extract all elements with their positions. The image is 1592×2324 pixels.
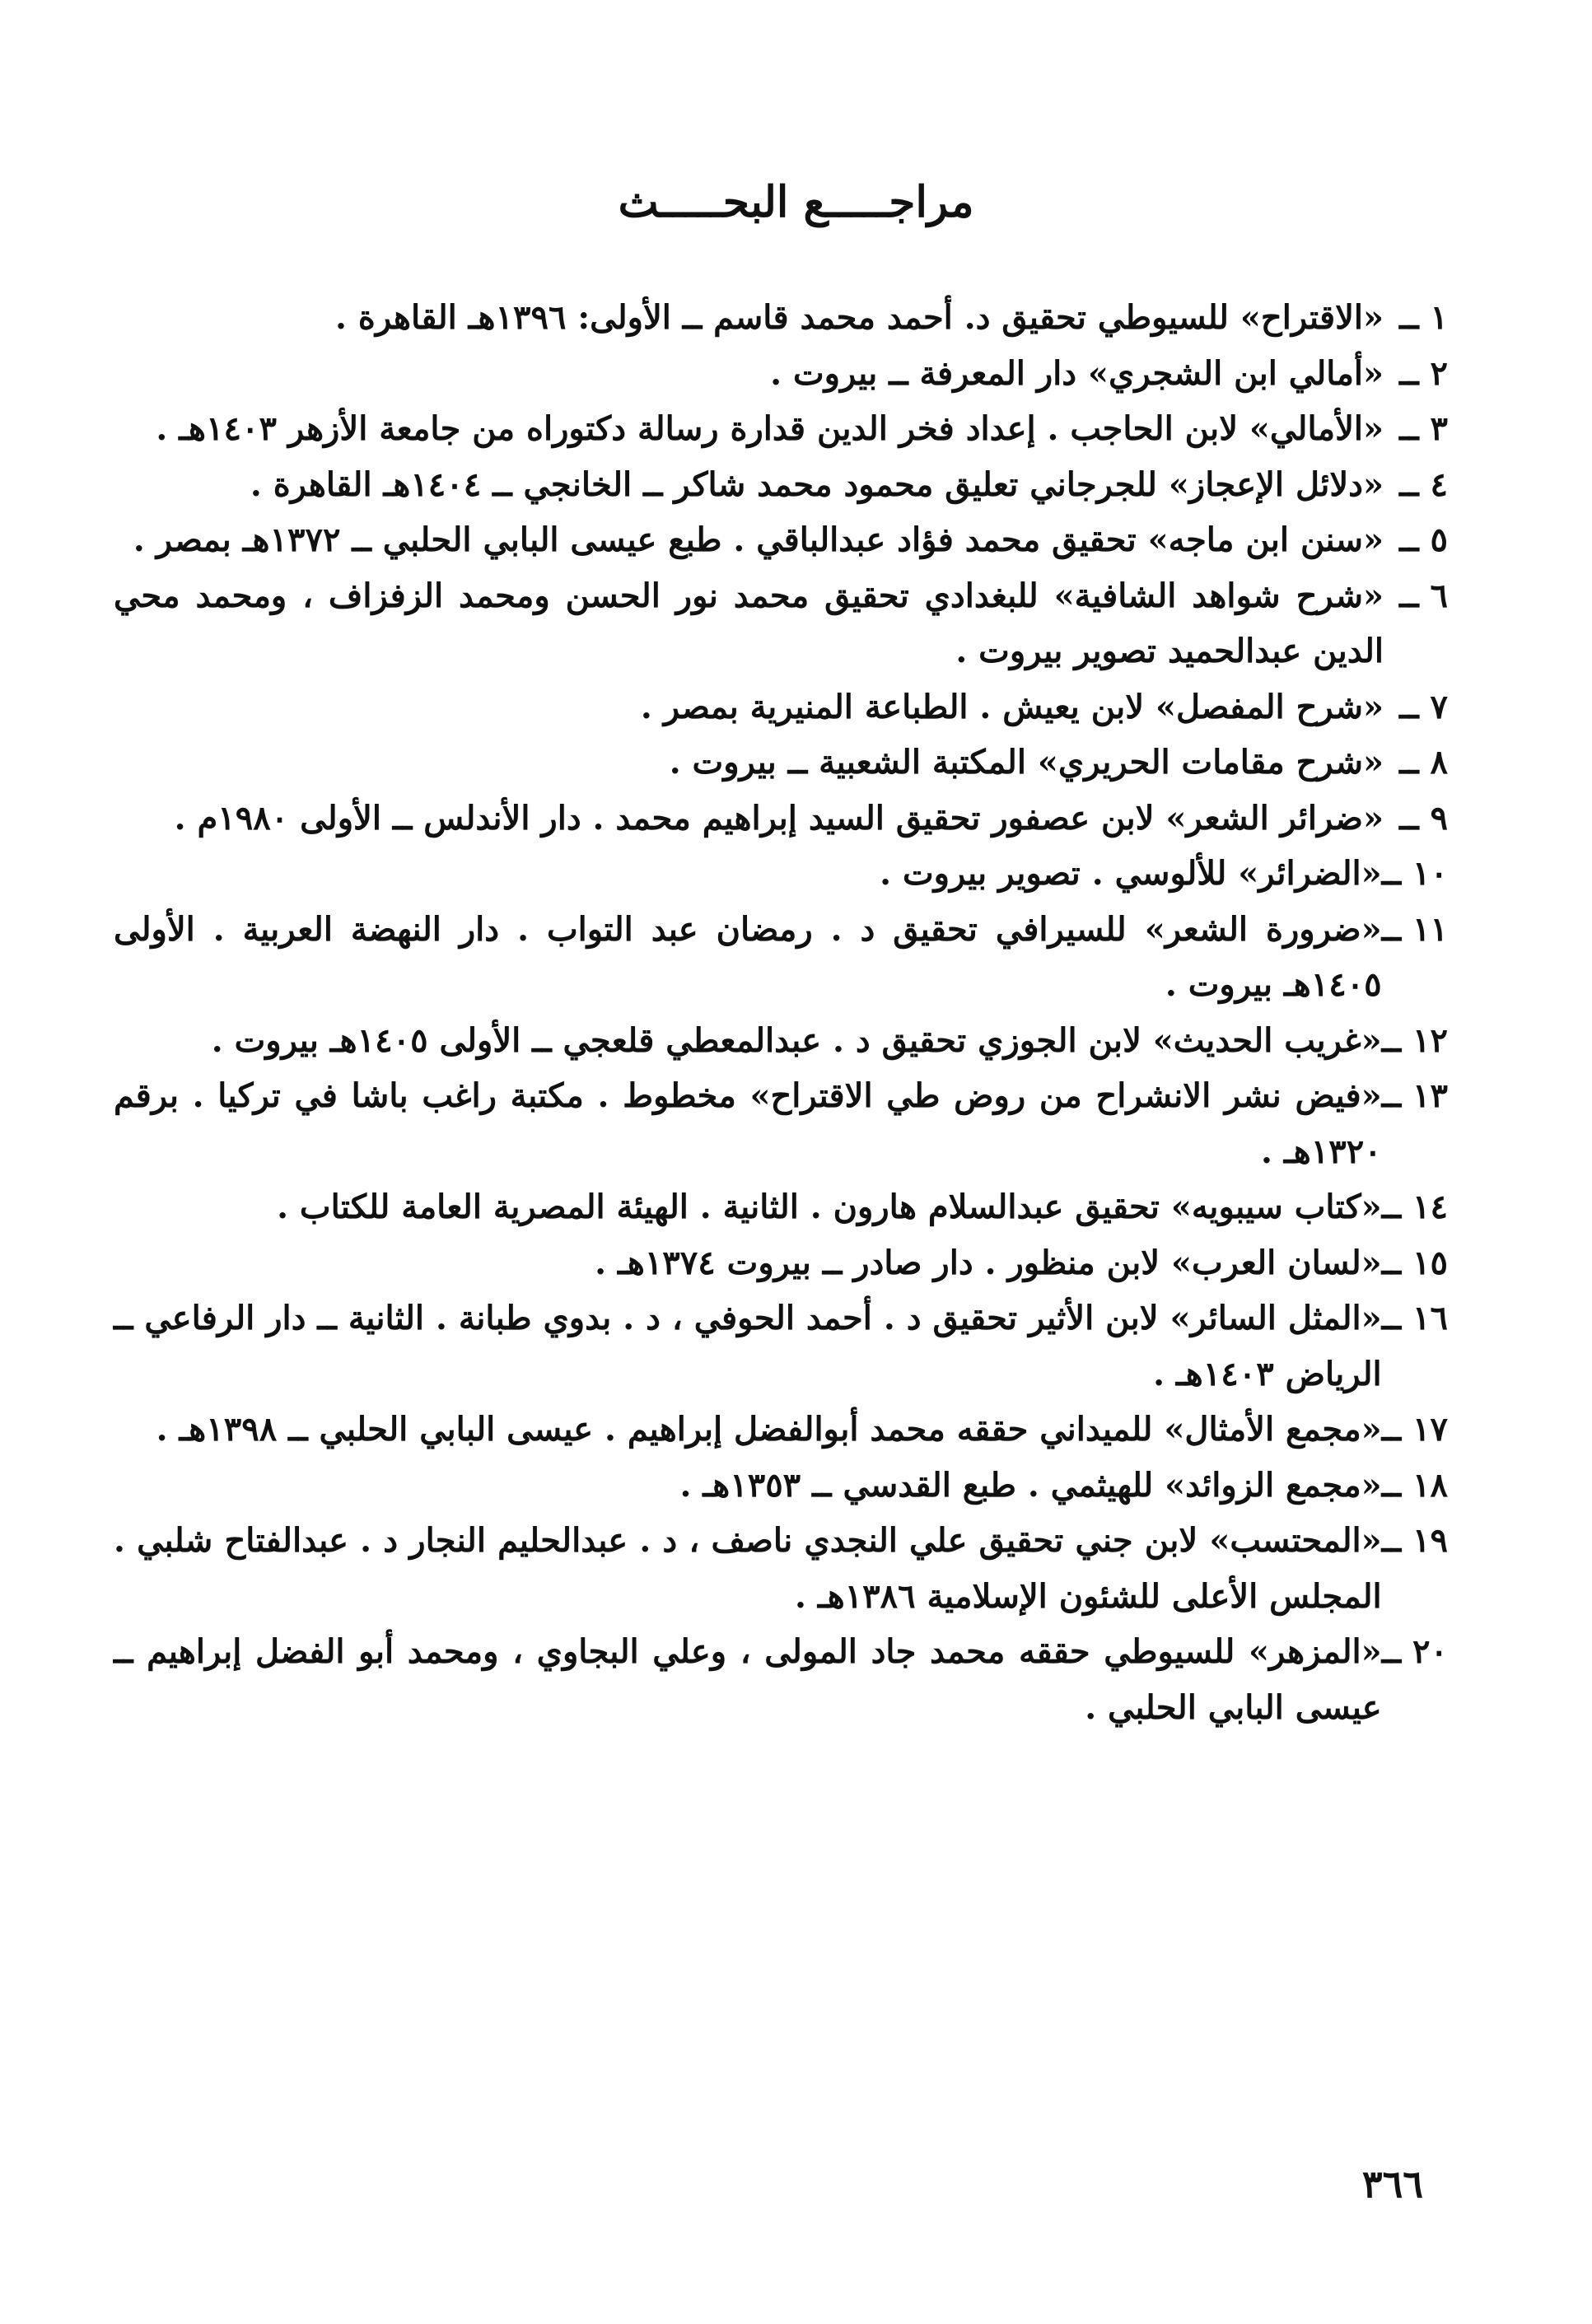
reference-number: ١ ــ — [1399, 298, 1448, 337]
reference-number: ٢٠ ــ — [1381, 1632, 1448, 1671]
list-item — [114, 1068, 1448, 1179]
list-item — [114, 791, 1448, 847]
list-item — [114, 512, 1448, 568]
reference-number: ١٤ ــ — [1381, 1188, 1448, 1226]
reference-number: ٤ ــ — [1399, 464, 1448, 504]
reference-number: ١٥ ــ — [1381, 1243, 1448, 1282]
reference-number: ٩ ــ — [1399, 798, 1448, 838]
references-list — [114, 290, 1448, 1735]
list-item — [114, 568, 1448, 679]
reference-text: «سنن ابن ماجه» تحقيق محمد فؤاد عبدالباقي . طبع عيسى البابي الحلبي ــ ١٣٧٢هـ بمصر . — [133, 520, 1384, 559]
reference-text: «الاقتراح» للسيوطي تحقيق د. أحمد محمد قاسم ــ الأولى: ١٣٩٦هـ القاهرة . — [335, 298, 1384, 337]
reference-text: «مجمع الزوائد» للهيثمي . طبع القدسي ــ ١٣٥٣هـ . — [679, 1465, 1382, 1505]
list-item — [114, 1513, 1448, 1624]
reference-text: «شرح شواهد الشافية» للبغدادي تحقيق محمد نور الحسن ومحمد الزفزاف ، ومحمد محي الدين عبدالحميد تصوير بيروت . — [114, 576, 1384, 670]
reference-text: «ضرائر الشعر» لابن عصفور تحقيق السيد إبراهيم محمد . دار الأندلس ــ الأولى ١٩٨٠م . — [174, 798, 1384, 838]
list-item — [114, 1179, 1448, 1235]
reference-number: ٣ ــ — [1399, 409, 1448, 448]
reference-text: «غريب الحديث» لابن الجوزي تحقيق د . عبدالمعطي قلعجي ــ الأولى ١٤٠٥هـ بيروت . — [211, 1020, 1382, 1060]
reference-text: «المثل السائر» لابن الأثير تحقيق د . أحمد الحوفي ، د . بدوي طبانة . الثانية ــ دار الرفاعي ــ الرياض ١٤٠٣هـ . — [114, 1299, 1382, 1393]
list-item — [114, 401, 1448, 457]
list-item — [114, 290, 1448, 346]
reference-number: ١٧ ــ — [1381, 1410, 1448, 1449]
reference-text: «لسان العرب» لابن منظور . دار صادر ــ بيروت ١٣٧٤هـ . — [595, 1243, 1382, 1282]
reference-text: «مجمع الأمثال» للميداني حققه محمد أبوالفضل إبراهيم . عيسى البابي الحلبي ــ ١٣٩٨هـ . — [156, 1410, 1382, 1449]
reference-number: ٦ ــ — [1399, 576, 1448, 615]
list-item — [114, 1624, 1448, 1735]
reference-text: «أمالي ابن الشجري» دار المعرفة ــ بيروت . — [770, 353, 1384, 393]
list-item — [114, 1013, 1448, 1069]
list-item — [114, 1235, 1448, 1291]
list-item — [114, 346, 1448, 402]
list-item — [114, 1402, 1448, 1458]
reference-number: ٥ ــ — [1399, 520, 1448, 559]
page-title: مراجـــــع البحـــــث — [618, 177, 974, 227]
reference-number: ١٩ ــ — [1381, 1521, 1448, 1560]
reference-text: «فيض نشر الانشراح من روض طي الاقتراح» مخطوط . مكتبة راغب باشا في تركيا . برقم ١٣٢٠هـ . — [114, 1076, 1382, 1171]
reference-number: ١١ ــ — [1381, 909, 1448, 949]
reference-number: ٢ ــ — [1399, 353, 1448, 393]
list-item — [114, 735, 1448, 791]
reference-number: ١٨ ــ — [1381, 1465, 1448, 1505]
reference-number: ٧ ــ — [1399, 687, 1448, 726]
reference-text: «شرح مقامات الحريري» المكتبة الشعبية ــ بيروت . — [669, 743, 1384, 782]
reference-number: ٨ ــ — [1399, 743, 1448, 782]
reference-number: ١٦ ــ — [1381, 1299, 1448, 1337]
list-item — [114, 1458, 1448, 1514]
reference-text: «المزهر» للسيوطي حققه محمد جاد المولى ، وعلي البجاوي ، ومحمد أبو الفضل إبراهيم ــ عيسى البابي الحلبي . — [114, 1632, 1382, 1727]
list-item — [114, 679, 1448, 735]
page-number: ٣٦٦ — [1361, 2162, 1423, 2206]
reference-text: «ضرورة الشعر» للسيرافي تحقيق د . رمضان عبد التواب . دار النهضة العربية . الأولى ١٤٠٥هـ بيروت . — [114, 909, 1382, 1004]
reference-text: «المحتسب» لابن جني تحقيق علي النجدي ناصف ، د . عبدالحليم النجار د . عبدالفتاح شلبي . المجلس الأعلى للشئون الإسلامية ١٣٨٦هـ . — [114, 1521, 1382, 1616]
reference-number: ١٣ ــ — [1381, 1076, 1448, 1115]
reference-number: ١٢ ــ — [1381, 1020, 1448, 1060]
list-item — [114, 457, 1448, 513]
reference-text: «كتاب سيبويه» تحقيق عبدالسلام هارون . الثانية . الهيئة المصرية العامة للكتاب . — [277, 1188, 1382, 1226]
list-item — [114, 1290, 1448, 1402]
list-item — [114, 902, 1448, 1013]
reference-text: «الأمالي» لابن الحاجب . إعداد فخر الدين قدارة رسالة دكتوراه من جامعة الأزهر ١٤٠٣هـ . — [156, 409, 1384, 448]
reference-text: «شرح المفصل» لابن يعيش . الطباعة المنيرية بمصر . — [640, 687, 1384, 726]
reference-number: ١٠ ــ — [1381, 854, 1448, 893]
list-item — [114, 846, 1448, 902]
reference-text: «الضرائر» للألوسي . تصوير بيروت . — [880, 854, 1382, 893]
reference-text: «دلائل الإعجاز» للجرجاني تعليق محمود محمد شاكر ــ الخانجي ــ ١٤٠٤هـ القاهرة . — [250, 464, 1384, 504]
